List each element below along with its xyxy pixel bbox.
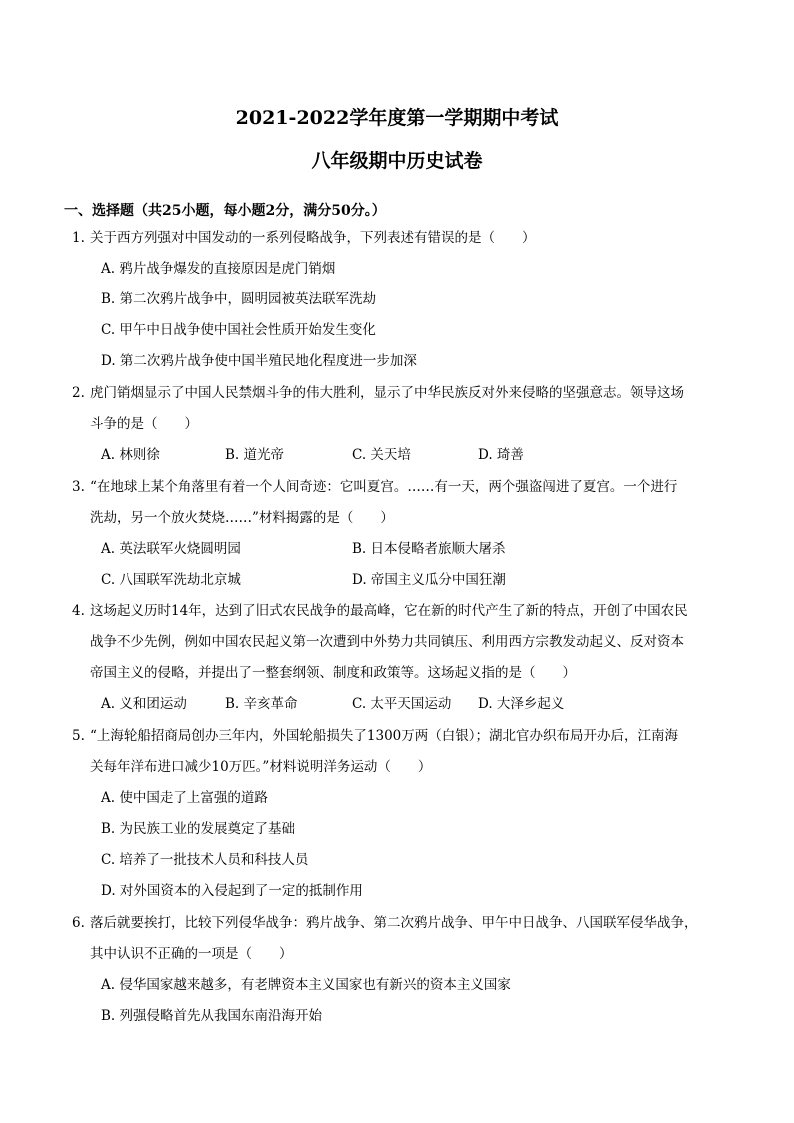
- question-stem-line: 洗劫，另一个放火焚烧……”材料揭露的是（ ）: [90, 510, 394, 526]
- question-number: 2.: [72, 385, 85, 401]
- option-a: A. 英法联军火烧圆明园: [101, 541, 241, 557]
- question-number: 6.: [72, 915, 85, 931]
- option-a: A. 使中国走了上富强的道路: [101, 790, 268, 806]
- option-d: D. 对外国资本的入侵起到了一定的抵制作用: [101, 883, 363, 899]
- question-number: 5.: [72, 728, 85, 744]
- option-a: A. 义和团运动: [101, 696, 187, 712]
- question-number: 3.: [72, 479, 85, 495]
- option-c: C. 太平天国运动: [352, 696, 452, 712]
- option-c: C. 甲午中日战争使中国社会性质开始发生变化: [101, 322, 376, 338]
- question-number: 4.: [72, 603, 85, 619]
- question-stem-line: 斗争的是（ ）: [90, 416, 198, 432]
- exam-title: 2021-2022学年度第一学期期中考试: [235, 107, 559, 129]
- option-d: D. 帝国主义瓜分中国狂潮: [352, 572, 506, 588]
- exam-subtitle: 八年级期中历史试卷: [311, 150, 483, 172]
- option-d: D. 琦善: [478, 447, 524, 463]
- option-b: B. 道光帝: [225, 447, 285, 463]
- option-b: B. 为民族工业的发展奠定了基础: [101, 821, 296, 837]
- option-c: C. 八国联军洗劫北京城: [101, 572, 241, 588]
- question-number: 1.: [72, 230, 85, 246]
- question-stem-line: 帝国主义的侵略，并提出了一整套纲领、制度和政策等。这场起义指的是（ ）: [90, 665, 576, 681]
- option-b: B. 第二次鸦片战争中，圆明园被英法联军洗劫: [101, 291, 377, 307]
- question-stem-line: 关每年洋布进口减少10万匹。”材料说明洋务运动（ ）: [90, 759, 432, 775]
- option-b: B. 日本侵略者旅顺大屠杀: [352, 541, 506, 557]
- question-stem-line: 虎门销烟显示了中国人民禁烟斗争的伟大胜利，显示了中华民族反对外来侵略的坚强意志。领导这场: [90, 385, 684, 401]
- section-heading: 一、选择题（共25小题，每小题2分，满分50分。）: [64, 203, 386, 219]
- option-a: A. 侵华国家越来越多，有老牌资本主义国家也有新兴的资本主义国家: [101, 977, 511, 993]
- option-a: A. 鸦片战争爆发的直接原因是虎门销烟: [101, 261, 336, 277]
- question-stem-line: 战争不少先例，例如中国农民起义第一次遭到中外势力共同镇压、利用西方宗教发动起义、反对资本: [90, 634, 684, 650]
- option-c: C. 关天培: [352, 447, 411, 463]
- question-stem-line: 落后就要挨打，比较下列侵华战争：鸦片战争、第二次鸦片战争、甲午中日战争、八国联军侵华战争，: [90, 915, 698, 931]
- question-stem-line: “上海轮船招商局创办三年内，外国轮船损失了1300万两（白银）；湖北官办织布局开办后，江南海: [90, 728, 679, 744]
- question-stem-line: 关于西方列强对中国发动的一系列侵略战争，下列表述有错误的是（ ）: [90, 230, 536, 246]
- option-c: C. 培养了一批技术人员和科技人员: [101, 852, 309, 868]
- option-b: B. 列强侵略首先从我国东南沿海开始: [101, 1008, 323, 1024]
- option-d: D. 第二次鸦片战争使中国半殖民地化程度进一步加深: [101, 353, 417, 369]
- question-stem-line: 这场起义历时14年，达到了旧式农民战争的最高峰，它在新的时代产生了新的特点，开创了中国农民: [90, 603, 688, 619]
- question-stem-line: “在地球上某个角落里有着一个人间奇迹：它叫夏宫。……有一天，两个强盗闯进了夏宫。一个进行: [90, 479, 678, 495]
- option-b: B. 辛亥革命: [225, 696, 298, 712]
- option-d: D. 大泽乡起义: [478, 696, 565, 712]
- question-stem-line: 其中认识不正确的一项是（ ）: [90, 946, 293, 962]
- option-a: A. 林则徐: [101, 447, 160, 463]
